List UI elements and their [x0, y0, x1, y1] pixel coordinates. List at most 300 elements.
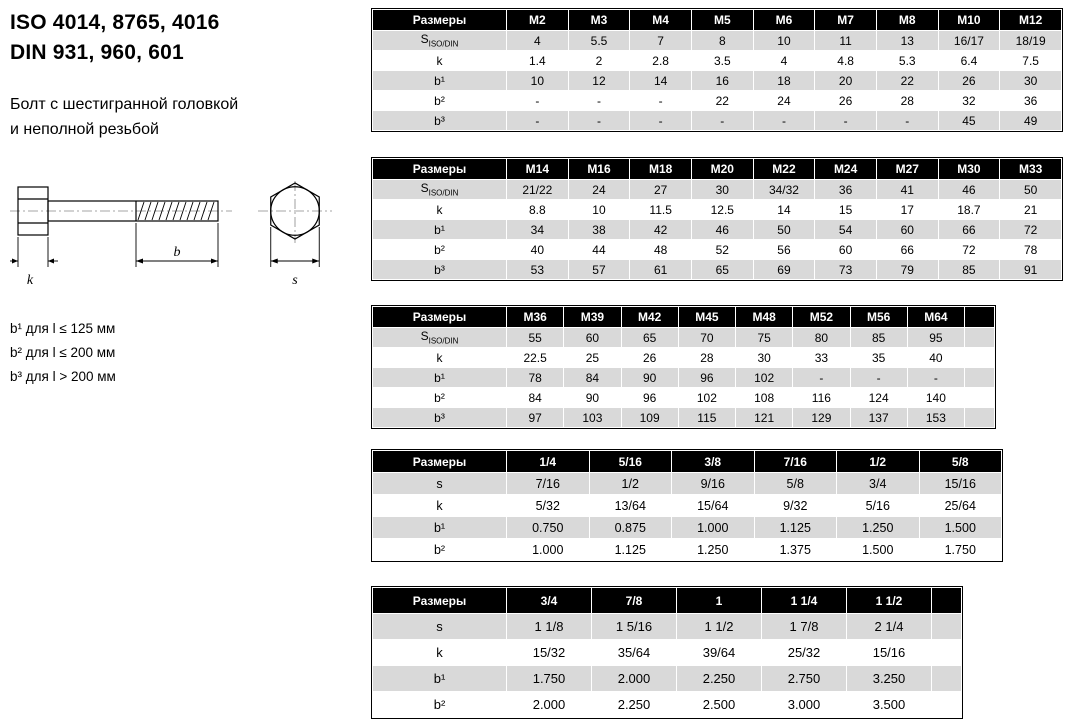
- value-cell: 84: [564, 368, 621, 388]
- value-cell: 2.500: [677, 692, 762, 718]
- table-row: [373, 111, 1062, 131]
- size-column-header: M36: [507, 307, 564, 328]
- value-cell: 18: [753, 71, 815, 91]
- value-cell: 8: [691, 31, 753, 51]
- value-cell: 16/17: [938, 31, 1000, 51]
- value-cell: 6.4: [938, 51, 1000, 71]
- size-column-header: 1 1/4: [762, 588, 847, 614]
- value-cell: 20: [815, 71, 877, 91]
- table-row: [373, 640, 962, 666]
- size-column-header: 3/4: [507, 588, 592, 614]
- value-cell: 14: [753, 200, 815, 220]
- value-cell: 11.5: [630, 200, 692, 220]
- value-cell: [965, 348, 995, 368]
- size-column-header: M2: [507, 10, 569, 31]
- page-title: [10, 8, 362, 68]
- value-cell: 13/64: [589, 495, 672, 517]
- value-cell: 91: [1000, 260, 1062, 280]
- metric-table-m14-m33: [372, 158, 1062, 280]
- size-column-header: 1 1/2: [847, 588, 932, 614]
- value-cell: 26: [938, 71, 1000, 91]
- value-cell: 13: [876, 31, 938, 51]
- dimension-s: [271, 227, 320, 267]
- value-cell: 15/16: [847, 640, 932, 666]
- table-header-row: [373, 588, 962, 614]
- value-cell: 1.000: [507, 539, 590, 561]
- bolt-side-view: [10, 187, 232, 235]
- size-column-header: M6: [753, 10, 815, 31]
- value-cell: 44: [568, 240, 630, 260]
- value-cell: 54: [815, 220, 877, 240]
- size-column-header: M39: [564, 307, 621, 328]
- dimension-tables-panel: [371, 8, 1063, 719]
- size-column-header: M10: [938, 10, 1000, 31]
- value-cell: 3.500: [847, 692, 932, 718]
- value-cell: 10: [753, 31, 815, 51]
- row-label: b²: [373, 240, 507, 260]
- value-cell: 69: [753, 260, 815, 280]
- value-cell: 56: [753, 240, 815, 260]
- info-panel: [10, 8, 362, 390]
- dimension-k-label: k: [26, 272, 34, 288]
- dimension-k: [10, 237, 58, 267]
- value-cell: [932, 666, 962, 692]
- row-label: b²: [373, 388, 507, 408]
- value-cell: 7: [630, 31, 692, 51]
- empty-column-header: [965, 307, 995, 328]
- size-column-header: M7: [815, 10, 877, 31]
- table-row: [373, 517, 1002, 539]
- table-row: [373, 220, 1062, 240]
- value-cell: 40: [507, 240, 569, 260]
- value-cell: 10: [507, 71, 569, 91]
- size-column-header: 3/8: [672, 451, 755, 473]
- value-cell: [932, 614, 962, 640]
- value-cell: 22.5: [507, 348, 564, 368]
- value-cell: 85: [850, 328, 907, 348]
- value-cell: 72: [938, 240, 1000, 260]
- value-cell: 50: [753, 220, 815, 240]
- sizes-column-header: Размеры: [373, 307, 507, 328]
- table-row: [373, 388, 995, 408]
- value-cell: 65: [621, 328, 678, 348]
- value-cell: 80: [793, 328, 850, 348]
- row-label: k: [373, 640, 507, 666]
- value-cell: 16: [691, 71, 753, 91]
- row-label: s: [373, 614, 507, 640]
- value-cell: 124: [850, 388, 907, 408]
- value-cell: 53: [507, 260, 569, 280]
- value-cell: 78: [507, 368, 564, 388]
- value-cell: 102: [678, 388, 735, 408]
- table-row: [373, 260, 1062, 280]
- din-standard-title: DIN 931, 960, 601: [10, 40, 184, 64]
- value-cell: 12.5: [691, 200, 753, 220]
- bolt-technical-drawing: [10, 181, 362, 293]
- value-cell: 55: [507, 328, 564, 348]
- value-cell: 10: [568, 200, 630, 220]
- dimension-s-label: s: [292, 272, 298, 288]
- value-cell: 121: [736, 408, 793, 428]
- value-cell: 26: [815, 91, 877, 111]
- row-label: b¹: [373, 666, 507, 692]
- size-column-header: M52: [793, 307, 850, 328]
- value-cell: 73: [815, 260, 877, 280]
- row-label: s: [373, 473, 507, 495]
- value-cell: 1 1/2: [677, 614, 762, 640]
- value-cell: 1.125: [754, 517, 837, 539]
- value-cell: 3/4: [837, 473, 920, 495]
- table-row: [373, 539, 1002, 561]
- size-column-header: M3: [568, 10, 630, 31]
- value-cell: 52: [691, 240, 753, 260]
- value-cell: 48: [630, 240, 692, 260]
- size-column-header: M4: [630, 10, 692, 31]
- value-cell: 103: [564, 408, 621, 428]
- table-row: [373, 368, 995, 388]
- value-cell: 5.3: [876, 51, 938, 71]
- value-cell: 17: [876, 200, 938, 220]
- value-cell: 46: [938, 180, 1000, 200]
- description-line-2: и неполной резьбой: [10, 121, 159, 139]
- value-cell: [932, 692, 962, 718]
- value-cell: 15: [815, 200, 877, 220]
- table-row: [373, 71, 1062, 91]
- value-cell: 30: [1000, 71, 1062, 91]
- value-cell: 49: [1000, 111, 1062, 131]
- value-cell: 75: [736, 328, 793, 348]
- value-cell: 22: [876, 71, 938, 91]
- value-cell: 72: [1000, 220, 1062, 240]
- value-cell: -: [793, 368, 850, 388]
- value-cell: 60: [815, 240, 877, 260]
- size-column-header: M45: [678, 307, 735, 328]
- row-label: k: [373, 348, 507, 368]
- value-cell: 90: [564, 388, 621, 408]
- table-row: [373, 180, 1062, 200]
- value-cell: 4: [507, 31, 569, 51]
- table-row: [373, 692, 962, 718]
- size-column-header: 1/2: [837, 451, 920, 473]
- row-label: $S_{ISO/DIN}$: [373, 31, 507, 51]
- row-label: $S_{ISO/DIN}$: [373, 328, 507, 348]
- table-row: [373, 91, 1062, 111]
- value-cell: 84: [507, 388, 564, 408]
- value-cell: 79: [876, 260, 938, 280]
- value-cell: 24: [753, 91, 815, 111]
- sizes-column-header: Размеры: [373, 451, 507, 473]
- size-column-header: M14: [507, 159, 569, 180]
- size-column-header: 5/16: [589, 451, 672, 473]
- size-column-header: 1: [677, 588, 762, 614]
- value-cell: 95: [907, 328, 964, 348]
- row-label: b³: [373, 111, 507, 131]
- value-cell: 1.4: [507, 51, 569, 71]
- row-label: b²: [373, 91, 507, 111]
- value-cell: 4: [753, 51, 815, 71]
- value-cell: 1 1/8: [507, 614, 592, 640]
- value-cell: 85: [938, 260, 1000, 280]
- value-cell: -: [568, 111, 630, 131]
- value-cell: 35/64: [592, 640, 677, 666]
- value-cell: 40: [907, 348, 964, 368]
- value-cell: 34/32: [753, 180, 815, 200]
- table-row: [373, 473, 1002, 495]
- size-column-header: M12: [1000, 10, 1062, 31]
- table-header-row: [373, 10, 1062, 31]
- iso-standard-title: ISO 4014, 8765, 4016: [10, 11, 220, 34]
- value-cell: 102: [736, 368, 793, 388]
- size-column-header: M18: [630, 159, 692, 180]
- value-cell: 1.750: [507, 666, 592, 692]
- value-cell: 3.250: [847, 666, 932, 692]
- note-b2: b² для l ≤ 200 мм: [10, 345, 116, 361]
- value-cell: 25/64: [919, 495, 1002, 517]
- table-inch-large-sizes: [371, 586, 963, 719]
- row-label: b³: [373, 260, 507, 280]
- bolt-head-front-view: [258, 181, 332, 243]
- sizes-column-header: Размеры: [373, 588, 507, 614]
- value-cell: 33: [793, 348, 850, 368]
- value-cell: 39/64: [677, 640, 762, 666]
- value-cell: -: [630, 91, 692, 111]
- value-cell: -: [815, 111, 877, 131]
- value-cell: 1.500: [919, 517, 1002, 539]
- value-cell: 2 1/4: [847, 614, 932, 640]
- metric-table-m36-m64: [372, 306, 995, 428]
- size-column-header: M30: [938, 159, 1000, 180]
- table-metric-m14-m33: [371, 157, 1063, 281]
- value-cell: 45: [938, 111, 1000, 131]
- value-cell: 46: [691, 220, 753, 240]
- value-cell: 7/16: [507, 473, 590, 495]
- value-cell: 153: [907, 408, 964, 428]
- product-description: [10, 92, 362, 143]
- row-label: b¹: [373, 71, 507, 91]
- value-cell: 11: [815, 31, 877, 51]
- row-label: k: [373, 51, 507, 71]
- sizes-column-header: Размеры: [373, 159, 507, 180]
- value-cell: 7.5: [1000, 51, 1062, 71]
- empty-column-header: [932, 588, 962, 614]
- table-metric-m2-m12: [371, 8, 1063, 132]
- value-cell: 0.750: [507, 517, 590, 539]
- value-cell: 2: [568, 51, 630, 71]
- table-header-row: [373, 159, 1062, 180]
- table-inch-small-sizes: [371, 449, 1003, 562]
- value-cell: 5.5: [568, 31, 630, 51]
- size-column-header: M8: [876, 10, 938, 31]
- description-line-1: Болт с шестигранной головкой: [10, 95, 239, 113]
- value-cell: 1.000: [672, 517, 755, 539]
- table-row: [373, 328, 995, 348]
- value-cell: 5/8: [754, 473, 837, 495]
- value-cell: 1/2: [589, 473, 672, 495]
- value-cell: 21: [1000, 200, 1062, 220]
- table-row: [373, 200, 1062, 220]
- value-cell: 28: [678, 348, 735, 368]
- size-column-header: 5/8: [919, 451, 1002, 473]
- note-b3: b³ для l > 200 мм: [10, 369, 116, 385]
- value-cell: 30: [736, 348, 793, 368]
- table-metric-m36-m64: [371, 305, 996, 429]
- value-cell: 78: [1000, 240, 1062, 260]
- value-cell: [965, 368, 995, 388]
- size-column-header: M22: [753, 159, 815, 180]
- value-cell: 0.875: [589, 517, 672, 539]
- value-cell: 109: [621, 408, 678, 428]
- value-cell: 14: [630, 71, 692, 91]
- value-cell: 15/64: [672, 495, 755, 517]
- note-b1: b¹ для l ≤ 125 мм: [10, 320, 116, 336]
- value-cell: 1.125: [589, 539, 672, 561]
- value-cell: 30: [691, 180, 753, 200]
- value-cell: 70: [678, 328, 735, 348]
- value-cell: [965, 408, 995, 428]
- value-cell: -: [568, 91, 630, 111]
- size-column-header: M42: [621, 307, 678, 328]
- value-cell: 18.7: [938, 200, 1000, 220]
- value-cell: 97: [507, 408, 564, 428]
- value-cell: 2.750: [762, 666, 847, 692]
- value-cell: 2.000: [507, 692, 592, 718]
- value-cell: 65: [691, 260, 753, 280]
- table-row: [373, 666, 962, 692]
- row-label: $S_{ISO/DIN}$: [373, 180, 507, 200]
- table-row: [373, 348, 995, 368]
- value-cell: 116: [793, 388, 850, 408]
- value-cell: 2.8: [630, 51, 692, 71]
- size-column-header: 7/8: [592, 588, 677, 614]
- sizes-column-header: Размеры: [373, 10, 507, 31]
- value-cell: 3.000: [762, 692, 847, 718]
- value-cell: [932, 640, 962, 666]
- value-cell: -: [507, 111, 569, 131]
- size-column-header: M5: [691, 10, 753, 31]
- value-cell: -: [753, 111, 815, 131]
- thread-length-notes: [10, 317, 362, 390]
- dimension-b-label: b: [173, 244, 181, 260]
- value-cell: 8.8: [507, 200, 569, 220]
- value-cell: 24: [568, 180, 630, 200]
- table-row: [373, 495, 1002, 517]
- size-column-header: M27: [876, 159, 938, 180]
- value-cell: 1.750: [919, 539, 1002, 561]
- value-cell: -: [907, 368, 964, 388]
- value-cell: 1 5/16: [592, 614, 677, 640]
- value-cell: 4.8: [815, 51, 877, 71]
- value-cell: 22: [691, 91, 753, 111]
- value-cell: 50: [1000, 180, 1062, 200]
- size-column-header: M16: [568, 159, 630, 180]
- value-cell: 41: [876, 180, 938, 200]
- value-cell: 1.500: [837, 539, 920, 561]
- value-cell: [965, 328, 995, 348]
- size-column-header: M64: [907, 307, 964, 328]
- size-column-header: M48: [736, 307, 793, 328]
- value-cell: 18/19: [1000, 31, 1062, 51]
- size-column-header: M20: [691, 159, 753, 180]
- size-column-header: 7/16: [754, 451, 837, 473]
- value-cell: 38: [568, 220, 630, 240]
- value-cell: -: [691, 111, 753, 131]
- table-row: [373, 240, 1062, 260]
- value-cell: 1.250: [837, 517, 920, 539]
- value-cell: 61: [630, 260, 692, 280]
- table-header-row: [373, 307, 995, 328]
- value-cell: 5/16: [837, 495, 920, 517]
- value-cell: 36: [1000, 91, 1062, 111]
- inch-table-threequarters-to-oneandhalf: [372, 587, 962, 718]
- value-cell: 15/32: [507, 640, 592, 666]
- value-cell: 66: [876, 240, 938, 260]
- row-label: b²: [373, 539, 507, 561]
- value-cell: 1.250: [672, 539, 755, 561]
- table-header-row: [373, 451, 1002, 473]
- table-row: [373, 614, 962, 640]
- size-column-header: M24: [815, 159, 877, 180]
- value-cell: 96: [678, 368, 735, 388]
- row-label: b³: [373, 408, 507, 428]
- value-cell: 12: [568, 71, 630, 91]
- value-cell: 1.375: [754, 539, 837, 561]
- value-cell: 90: [621, 368, 678, 388]
- value-cell: 35: [850, 348, 907, 368]
- row-label: k: [373, 200, 507, 220]
- value-cell: 57: [568, 260, 630, 280]
- value-cell: 26: [621, 348, 678, 368]
- value-cell: 25: [564, 348, 621, 368]
- value-cell: 137: [850, 408, 907, 428]
- value-cell: 60: [876, 220, 938, 240]
- value-cell: 96: [621, 388, 678, 408]
- value-cell: 2.250: [592, 692, 677, 718]
- inch-table-quarter-to-fiveeighths: [372, 450, 1002, 561]
- metric-table-m2-m12: [372, 9, 1062, 131]
- value-cell: 3.5: [691, 51, 753, 71]
- value-cell: 9/32: [754, 495, 837, 517]
- value-cell: 108: [736, 388, 793, 408]
- value-cell: 115: [678, 408, 735, 428]
- row-label: k: [373, 495, 507, 517]
- value-cell: 2.250: [677, 666, 762, 692]
- row-label: b¹: [373, 368, 507, 388]
- value-cell: 32: [938, 91, 1000, 111]
- row-label: b¹: [373, 517, 507, 539]
- value-cell: 5/32: [507, 495, 590, 517]
- value-cell: 34: [507, 220, 569, 240]
- value-cell: [965, 388, 995, 408]
- value-cell: 15/16: [919, 473, 1002, 495]
- value-cell: 36: [815, 180, 877, 200]
- value-cell: 140: [907, 388, 964, 408]
- value-cell: 21/22: [507, 180, 569, 200]
- value-cell: -: [507, 91, 569, 111]
- size-column-header: 1/4: [507, 451, 590, 473]
- value-cell: 25/32: [762, 640, 847, 666]
- value-cell: -: [850, 368, 907, 388]
- value-cell: 66: [938, 220, 1000, 240]
- value-cell: 27: [630, 180, 692, 200]
- value-cell: 1 7/8: [762, 614, 847, 640]
- table-row: [373, 408, 995, 428]
- row-label: b¹: [373, 220, 507, 240]
- table-row: [373, 51, 1062, 71]
- value-cell: 28: [876, 91, 938, 111]
- value-cell: 42: [630, 220, 692, 240]
- value-cell: 129: [793, 408, 850, 428]
- value-cell: 9/16: [672, 473, 755, 495]
